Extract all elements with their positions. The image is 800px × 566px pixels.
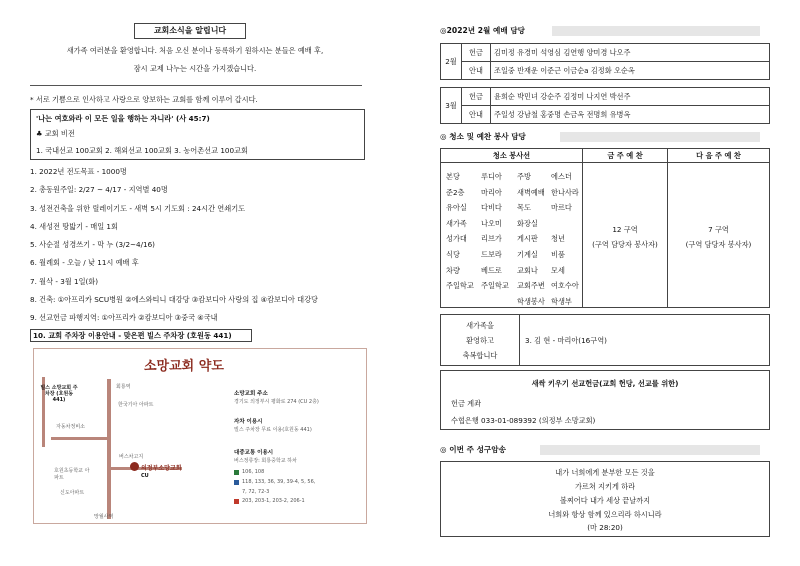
vision-title: ♣ 교회 비전: [36, 129, 75, 138]
cleaning-group: 드보라: [481, 249, 502, 259]
cleaning-group: 마리아: [481, 187, 502, 197]
greeting-note: * 서로 기쁨으로 인사하고 사랑으로 양보하는 교회를 함께 이루어 갑시다.: [30, 95, 258, 104]
header-title: 교회소식을 알립니다: [134, 23, 246, 39]
cleaning-area: 교회주변: [517, 281, 545, 291]
duty-names: 윤희순 박민녀 강순주 김정미 나지연 박선주: [491, 88, 770, 106]
cleaning-area: 게시판: [517, 234, 538, 244]
cleaning-group: 에스더: [551, 172, 572, 181]
offering-box: [440, 370, 770, 430]
cleaning-title: ◎ 청소 및 예찬 봉사 담당: [440, 132, 526, 141]
map-transit-text: 버스정류장: 회룡중학교 하차: [234, 458, 297, 464]
church-marker-icon: [130, 462, 139, 471]
notice-item: 9. 선교헌금 파행지역: ①아프리카 ②캄보디아 ③중국 ④국내: [30, 313, 218, 323]
cleaning-group: 다비다: [481, 203, 502, 213]
parking-note: 10. 교회 주차장 이용안내 - 맞은편 빌스 주차장 (호원동 441): [30, 329, 252, 342]
newcomer-label: 환영하고: [466, 336, 494, 345]
verse-ref: (마 28:20): [587, 523, 623, 532]
road: [51, 437, 111, 440]
next-week-note: (구역 담당자 봉사자): [685, 240, 752, 249]
bus-badge-icon: [234, 499, 239, 504]
map-bus-line: 203, 203-1, 203-2, 206-1: [242, 498, 305, 504]
notice-item: 7. 월삭 - 3월 1일(화): [30, 276, 99, 286]
title-bar: [540, 445, 760, 455]
verse-line: 내가 너희에게 분부한 모든 것을: [555, 468, 655, 477]
cleaning-area: 유아실: [446, 203, 467, 213]
verse-line: 가르쳐 지키게 하라: [574, 482, 636, 491]
cleaning-header: 청소 봉사선: [492, 151, 531, 160]
cleaning-area: 교회나: [517, 265, 538, 275]
cleaning-area: 준2층: [446, 187, 465, 197]
bus-badge-icon: [234, 470, 239, 475]
title-bar: [560, 132, 760, 142]
welcome-line-1: 새가족 여러분을 환영합니다. 처음 오신 분이나 등록하기 원하시는 분들은 예배 후,: [66, 46, 324, 55]
duty-names: 조일중 반재운 이준근 이금순a 김정화 오순옥: [491, 62, 770, 80]
cleaning-area: 화장실: [517, 218, 538, 228]
cleaning-area: 식당: [446, 249, 460, 259]
cleaning-group: 리브가: [481, 234, 502, 244]
cleaning-group: 비품: [551, 249, 565, 259]
cleaning-group: 학생부: [551, 296, 572, 306]
divider: [30, 85, 362, 86]
verse-line: 너희와 항상 함께 있으리라 하시니라: [548, 510, 662, 519]
cleaning-group: 마르다: [551, 203, 572, 213]
cu-label: CU: [141, 473, 149, 479]
duty-title: ◎2022년 2월 예배 담당: [440, 26, 525, 35]
cleaning-col: [517, 169, 549, 309]
cleaning-group: 주일학교: [481, 281, 509, 291]
map-place-label: 한국기아 아파트: [118, 402, 154, 408]
cleaning-header: 금 주 예 찬: [607, 151, 643, 160]
this-week-group: 12 구역: [612, 225, 638, 234]
cleaning-group: 나오미: [481, 218, 502, 228]
cleaning-area: 학생봉사: [517, 296, 545, 306]
notice-item: 5. 사순절 성경쓰기 - 막 누 (3/2~4/16): [30, 240, 155, 250]
duty-role: 헌금: [462, 44, 491, 62]
welcome-line-2: 잠시 교제 나누는 시간을 가지겠습니다.: [133, 64, 257, 73]
duty-table-week2: [440, 43, 770, 80]
cleaning-area: 본당: [446, 172, 460, 181]
map-place-label: 버스차고지: [119, 454, 144, 460]
map-car-title: 자차 이용시: [234, 419, 263, 425]
vision-verse: '나는 여호와라 이 모든 일을 행하는 자니라' (사 45:7): [36, 114, 210, 123]
notice-list: [30, 167, 370, 332]
newcomer-label: 새가족을: [466, 321, 494, 330]
verse-title: ◎ 이번 주 성구암송: [440, 445, 506, 454]
notice-item: 2. 총동원주일: 2/27 ~ 4/17 - 지역별 40명: [30, 185, 168, 195]
notice-item: 3. 성전건축을 위한 릴레이기도 - 새벽 5시 기도회 : 24시간 연쇄기도: [30, 203, 246, 213]
cleaning-area: 주일학교: [446, 281, 474, 291]
notice-item: 6. 월례회 - 오늘 / 낮 11시 예배 후: [30, 258, 139, 268]
map-bus-line: 118, 133, 36, 39, 39-4, 5, 56,: [242, 479, 316, 485]
cleaning-area: 기계실: [517, 249, 538, 259]
cleaning-table: [440, 148, 770, 308]
cleaning-group: [551, 216, 581, 232]
newcomer-name: 3. 김 현 - 마리아(16구역): [525, 336, 607, 345]
map-place-label: 자동차정비소: [56, 424, 85, 430]
cleaning-col: [446, 169, 476, 294]
duty-role: 안내: [462, 62, 491, 80]
offering-account-label: 헌금 계좌: [451, 399, 482, 408]
cleaning-group: 청년: [551, 234, 565, 244]
map-place-label: 회룡역: [116, 384, 131, 390]
vision-box: [30, 109, 365, 160]
map-car-text: 빌스 주차장 무료 이용(호원동 441): [234, 427, 312, 433]
duty-role: 안내: [462, 106, 491, 124]
map-bus-line: 106, 108: [242, 469, 265, 475]
map-bus-line: 7, 72, 72-3: [242, 489, 270, 495]
cleaning-area: 새벽예배: [517, 187, 545, 197]
offering-account: 수협은행 033-01-089392 (의정부 소망교회): [451, 416, 596, 425]
duty-names: 주일성 강남철 홍중명 손금옥 전명희 유병옥: [491, 106, 770, 124]
this-week-note: (구역 담당자 봉사자): [592, 240, 658, 249]
road: [107, 379, 111, 519]
cleaning-group: 한나사라: [551, 187, 579, 197]
cleaning-area: 새가족: [446, 218, 467, 228]
cleaning-header: 다 음 주 예 찬: [696, 151, 741, 160]
church-label: 의정부소망교회: [141, 465, 182, 472]
cleaning-area: 주방: [517, 172, 531, 181]
map-title: 소망교회 약도: [144, 359, 224, 374]
verse-box: [440, 461, 770, 537]
cleaning-group: 루디아: [481, 172, 502, 181]
map-addr-title: 소망교회 주소: [234, 391, 268, 397]
map-addr: 경기도 의정부시 평화로 274 (CU 2층): [234, 399, 319, 405]
map-place-label: 신도아파트: [60, 490, 85, 496]
newcomer-box: [440, 314, 770, 366]
week-label: 3월: [441, 88, 462, 124]
map-place-label: 호원초등학교 아파트: [54, 468, 90, 481]
verse-line: 볼찌어다 내가 세상 끝날까지: [559, 496, 651, 505]
notice-item: 4. 새성전 땅밟기 - 매일 1회: [30, 221, 118, 231]
vision-items: 1. 국내선교 100교회 2. 해외선교 100교회 3. 농어촌선교 100교회: [36, 146, 248, 155]
next-week-group: 7 구역: [708, 225, 729, 234]
cleaning-area: 목도: [517, 203, 531, 213]
cleaning-col: [481, 169, 511, 294]
cleaning-area: 성가대: [446, 234, 467, 244]
title-bar: [552, 26, 760, 36]
cleaning-group: 모세: [551, 265, 565, 275]
cleaning-area: 차량: [446, 265, 460, 275]
parking-marker-label: 빌스 소망교회 주차장 (호원동 441): [40, 385, 78, 403]
cleaning-col: [551, 169, 581, 309]
notice-item: 1. 2022년 전도목표 - 1000명: [30, 167, 127, 176]
offering-title: 새싹 키우기 선교헌금(교회 헌당, 선교를 위한): [531, 379, 679, 388]
cleaning-group: 베드로: [481, 265, 502, 275]
newcomer-label: 축복합니다: [462, 351, 498, 360]
duty-names: 김미정 유경미 석영심 김연행 양미경 나오주: [491, 44, 770, 62]
week-label: 2월: [441, 44, 462, 80]
duty-table-week3: [440, 87, 770, 124]
bus-badge-icon: [234, 480, 239, 485]
map-transit-title: 대중교통 이용시: [234, 450, 274, 456]
map-frame: [33, 348, 367, 524]
map-place-label: 망월사역: [94, 514, 114, 520]
notice-item: 8. 건축: ①아프리카 SCU병원 ②에스와티니 대강당 ③캄보디아 사랑의 집 ④캄보디아 대강당: [30, 295, 318, 305]
duty-role: 헌금: [462, 88, 491, 106]
cleaning-group: 여호수아: [551, 281, 579, 291]
